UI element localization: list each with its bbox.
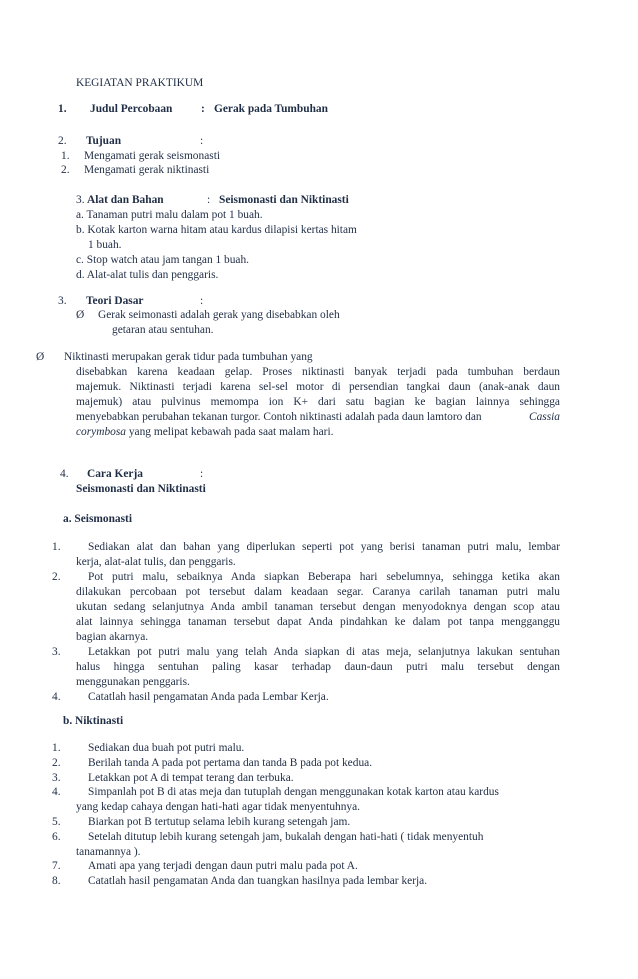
step-text: Biarkan pot B tertutup selama lebih kurang setengah jam.	[88, 816, 351, 828]
section-number: 3.	[76, 194, 85, 206]
step-number: 8.	[52, 875, 61, 888]
teori-label: Teori Dasar	[86, 295, 144, 307]
step-text: menggunakan penggaris.	[76, 676, 190, 688]
species-name: corymbosa	[76, 426, 126, 438]
teori-niktinasti-line: majemuk. Niktinasti terjadi karena sel-sel motor di persendian tangkai daun (anak-anak daun	[76, 381, 560, 393]
subsection-title: a. Seismonasti	[63, 513, 132, 525]
species-name: Cassia	[528, 411, 560, 423]
judul-value: Gerak pada Tumbuhan	[214, 103, 328, 115]
document-heading: KEGIATAN PRAKTIKUM	[76, 77, 204, 89]
alat-value: Seismonasti dan Niktinasti	[219, 194, 349, 206]
step-text: Setelah ditutup lebih kurang setengah jam, bukalah dengan hati-hati ( tidak menyentuh	[88, 830, 484, 843]
step-text: Catatlah hasil pengamatan Anda dan tuangkan hasilnya pada lembar kerja.	[88, 875, 428, 888]
step-number: 1.	[52, 742, 61, 754]
step-text: yang kedap cahaya dengan hati-hati agar tidak menyentuhnya.	[76, 801, 361, 814]
step-number: 3.	[52, 771, 61, 784]
step-text: Berilah tanda A pada pot pertama dan tanda B pada pot kedua.	[88, 756, 373, 769]
judul-colon: :	[201, 103, 205, 115]
alat-item: a. Tanaman putri malu dalam pot 1 buah.	[76, 209, 263, 221]
step-text: alat lainnya sehingga tanaman tersebut dapat Anda pindahkan ke dalam pot tanpa mengganggu	[76, 616, 560, 628]
step-text: Amati apa yang terjadi dengan daun putri malu pada pot A.	[88, 860, 358, 873]
step-text: Sediakan dua buah pot putri malu.	[88, 742, 245, 754]
alat-item: b. Kotak karton warna hitam atau kardus dilapisi kertas hitam	[76, 224, 357, 236]
step-number: 2.	[52, 756, 61, 769]
teori-niktinasti-row	[76, 425, 333, 439]
cara-subtitle: Seismonasti dan Niktinasti	[76, 483, 206, 495]
step-number: 4.	[52, 691, 61, 703]
step-text: Pot putri malu, sebaiknya Anda siapkan Beberapa hari sebelumnya, sehingga ketika akan	[88, 571, 560, 583]
step-text: bagian akarnya.	[76, 631, 149, 643]
alat-label: Alat dan Bahan	[87, 194, 164, 206]
step-number: 5.	[52, 816, 61, 828]
teori-niktinasti-line: disebabkan karena keadaan gelap. Proses niktinasti banyak terjadi pada tumbuhan berdaun	[76, 366, 560, 378]
step-text: dilakukan percobaan pot tersebut dalam keadaan segar. Caranya carilah tanaman putri malu	[76, 586, 560, 598]
tujuan-item-number: 1.	[61, 150, 70, 162]
alat-item: c. Stop watch atau jam tangan 1 buah.	[76, 254, 250, 266]
alat-colon: :	[207, 194, 211, 206]
alat-item: 1 buah.	[88, 239, 122, 251]
teori-niktinasti-line: menyebabkan perubahan tekanan turgor. Contoh niktinasti adalah pada daun lamtoro dan	[76, 411, 482, 423]
section-number: 4.	[60, 468, 69, 480]
tujuan-colon: :	[200, 135, 204, 147]
teori-seismonasti-line: getaran atau sentuhan.	[112, 324, 214, 336]
step-number: 1.	[52, 541, 61, 553]
tujuan-label: Tujuan	[86, 135, 122, 147]
step-text: Simpanlah pot B di atas meja dan tutuplah dengan menggunakan kotak karton atau kardus	[88, 786, 499, 799]
teori-niktinasti-line: Niktinasti merupakan gerak tidur pada tumbuhan yang	[64, 351, 313, 363]
step-text: tanamannya ).	[76, 845, 141, 858]
step-number: 6.	[52, 830, 61, 843]
cara-label: Cara Kerja	[87, 468, 143, 480]
judul-label: Judul Percobaan	[90, 103, 173, 115]
tujuan-item-number: 2.	[61, 164, 70, 176]
tujuan-item: Mengamati gerak niktinasti	[84, 164, 210, 176]
section-number: 2.	[58, 135, 67, 147]
step-text: Sediakan alat dan bahan yang diperlukan seperti pot yang berisi tanaman putri malu, lembar	[88, 541, 560, 553]
teori-niktinasti-line: yang melipat kebawah pada saat malam hari.	[128, 426, 334, 438]
teori-niktinasti-line: majemuk) atau pulvinus memompa ion K+ dari satu bagian ke bagian lainnya sehingga	[76, 396, 560, 408]
step-text: Letakkan pot putri malu yang telah Anda siapkan di atas meja, selanjutnya lakukan sentuhan	[88, 646, 560, 658]
step-number: 3.	[52, 646, 61, 658]
bullet-icon: Ø	[76, 309, 85, 321]
alat-item: d. Alat-alat tulis dan penggaris.	[76, 269, 219, 281]
step-number: 7.	[52, 860, 61, 873]
teori-seismonasti-line: Gerak seimonasti adalah gerak yang disebabkan oleh	[98, 309, 340, 321]
section-number: 3.	[58, 295, 67, 307]
cara-colon: :	[200, 468, 204, 480]
step-number: 2.	[52, 571, 61, 583]
teori-niktinasti-row	[76, 410, 560, 424]
subsection-title: b. Niktinasti	[63, 715, 124, 727]
step-number: 4.	[52, 786, 61, 799]
section-number: 1.	[58, 103, 67, 115]
tujuan-item: Mengamati gerak seismonasti	[84, 150, 221, 162]
teori-colon: :	[200, 295, 204, 307]
step-text: Letakkan pot A di tempat terang dan terbuka.	[88, 771, 294, 784]
bullet-icon: Ø	[36, 351, 45, 363]
step-text: halus hingga sentuhan paling kasar terhadap daun-daun putri malu tersebut dengan	[76, 661, 560, 673]
step-text: kerja, alat-alat tulis, dan penggaris.	[76, 556, 236, 568]
step-text: Catatlah hasil pengamatan Anda pada Lembar Kerja.	[88, 691, 329, 703]
step-text: ukutan sedang selanjutnya Anda ambil tanaman tersebut dengan menyodoknya dengan scop atau	[76, 601, 560, 613]
